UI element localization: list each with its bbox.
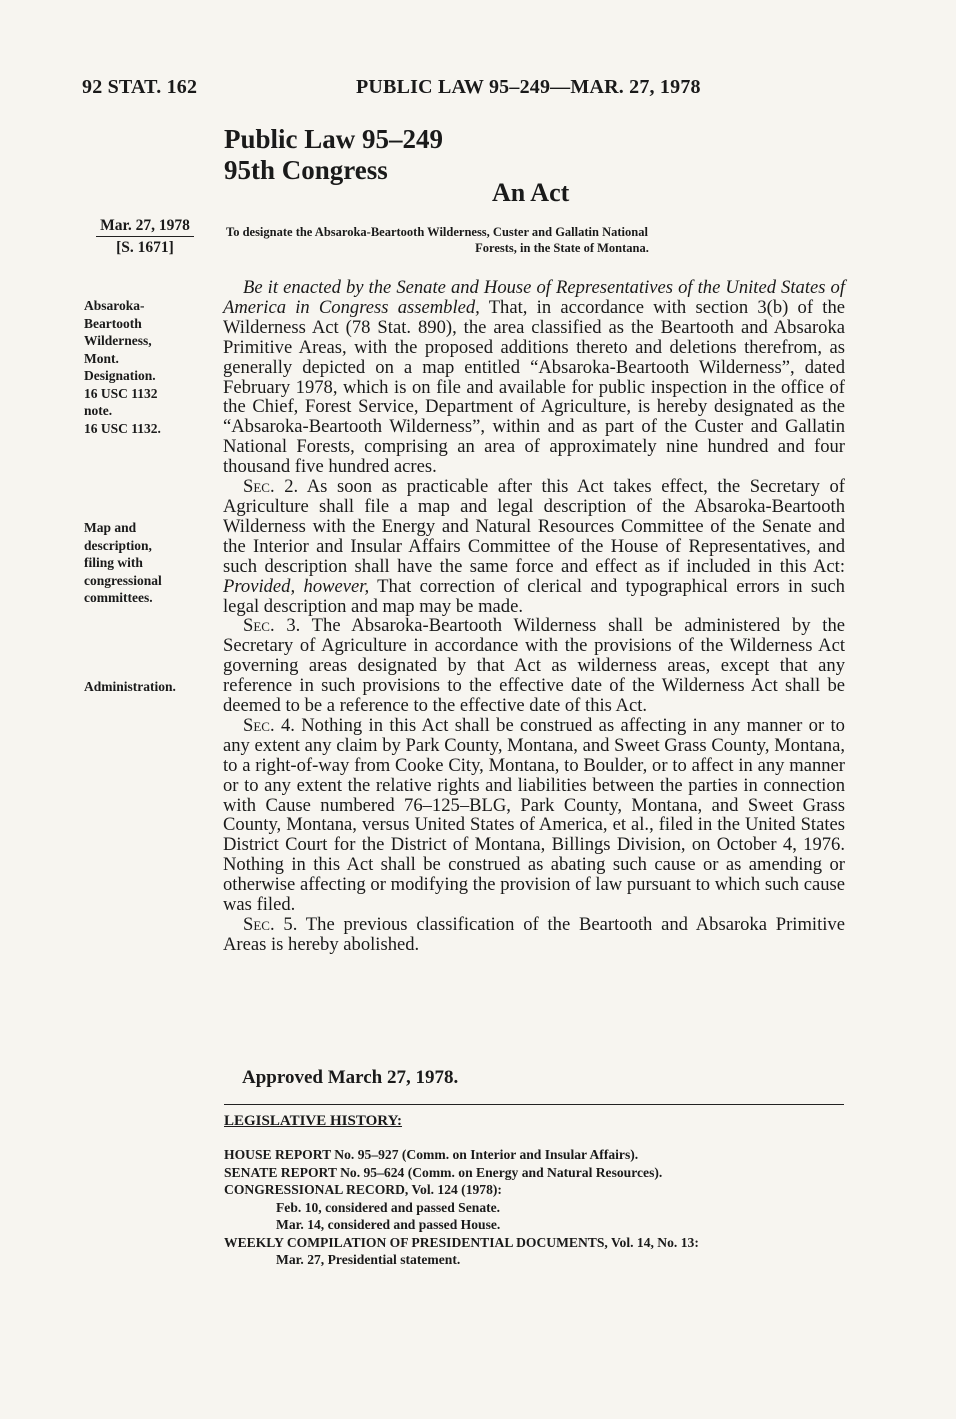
margin-note-line: 16 USC 1132. (84, 420, 161, 436)
bill-number: [S. 1671] (116, 239, 174, 256)
margin-note-line: committees. (84, 590, 153, 605)
margin-note-administration (84, 678, 212, 696)
section-5-text: The previous classification of the Beartooth and Absaroka Primitive Areas is hereby abolished. (223, 914, 845, 955)
section-4-label: Sec. 4. (243, 714, 295, 736)
margin-note-designation (84, 297, 212, 437)
act-label: An Act (492, 178, 570, 207)
act-purpose (226, 224, 848, 256)
weekly-compilation: WEEKLY COMPILATION OF PRESIDENTIAL DOCUMENTS, Vol. 14, No. 13: (224, 1234, 699, 1250)
section-2-label: Sec. 2. (243, 476, 299, 498)
act-body (223, 278, 845, 955)
margin-note-line: Mont. (84, 350, 119, 366)
section-2 (223, 477, 845, 616)
date-block (82, 215, 208, 258)
section-2-proviso: Provided, however, (223, 575, 370, 597)
margin-note-line: Designation. (84, 368, 156, 383)
purpose-line-2: Forests, in the State of Montana. (475, 241, 649, 255)
margin-note-line: Absaroka- (84, 298, 145, 313)
section-5-label: Sec. 5. (243, 914, 298, 935)
section-5 (223, 915, 845, 955)
section-3-text: The Absaroka-Beartooth Wilderness shall be administered by the Secretary of Agriculture in accordance with the provisions of the Wilderness Act governing areas designated by that Act as wilderness areas, except that any reference in such provisions to the effective date of the Wilderness Act shall be deemed to be a reference to the effective date of this Act. (223, 615, 845, 717)
legislative-history (224, 1146, 864, 1269)
margin-note-map (84, 519, 212, 607)
running-title: PUBLIC LAW 95–249—MAR. 27, 1978 (356, 76, 701, 98)
law-number: Public Law 95–249 (224, 124, 444, 154)
enactment-date: Mar. 27, 1978 (96, 215, 194, 237)
house-report: HOUSE REPORT No. 95–927 (Comm. on Interior and Insular Affairs). (224, 1147, 639, 1162)
senate-report: SENATE REPORT No. 95–624 (Comm. on Energy and Natural Resources). (224, 1164, 663, 1180)
congressional-record-entry: Feb. 10, considered and passed Senate. (276, 1199, 501, 1215)
purpose-line-1: To designate the Absaroka-Beartooth Wilderness, Custer and Gallatin National (226, 225, 648, 239)
section-4 (223, 716, 845, 915)
page-reference: 92 STAT. 162 (82, 76, 198, 98)
law-title-block (224, 124, 443, 186)
margin-note-line: filing with (84, 555, 143, 570)
enacting-formula: Be it enacted by the Senate and House of Representatives of the United States of America in Congress assembled, (223, 277, 845, 318)
section-2-text: As soon as practicable after this Act takes effect, the Secretary of Agriculture shall file a map and legal description of the Absaroka-Beartooth Wilderness with the Energy and Natural Resources Committee of the Senate and the Interior and Insular Affairs Committee of the House of Representatives, and such description shall have the same force and effect as if included in this Act: (223, 476, 845, 577)
section-4-text: Nothing in this Act shall be construed as affecting in any manner or to any extent any claim by Park County, Montana, and Sweet Grass County, Montana, to a right-of-way from Cooke City, Montana, to Boulder, or to affect in any manner or to any extent the relative rights and liabilities between the parties in connection with Cause numbered 76–125–BLG, Park County, Montana, and Sweet Grass County, Montana, versus United States of America, et al., filed in the United States District Court for the District of Montana, Billings Division, on October 4, 1976. Nothing in this Act shall be construed as abating such cause or as amending or otherwise affecting or modifying the provision of law pursuant to which such cause was filed. (223, 714, 845, 916)
section-3-label: Sec. 3. (243, 615, 301, 637)
weekly-compilation-entry: Mar. 27, Presidential statement. (276, 1252, 461, 1267)
legislative-history-heading: LEGISLATIVE HISTORY: (224, 1113, 403, 1129)
enacting-clause (223, 278, 845, 477)
congressional-record: CONGRESSIONAL RECORD, Vol. 124 (1978): (224, 1182, 502, 1197)
section-1-text: That, in accordance with section 3(b) of the Wilderness Act (78 Stat. 890), the area classified as the Beartooth and Absaroka Primitive Areas, with the proposed additions thereto and deletions therefrom, as generally depicted on a map entitled “Absaroka-Beartooth Wilderness”, dated February 1978, which is on file and available for public inspection in the office of the Chief, Forest Service, Department of Agriculture, is hereby designated as the “Absaroka-Beartooth Wilderness”, within and as part of the Custer and Gallatin National Forests, comprising an area of approximately nine hundred and four thousand five hundred acres. (223, 296, 845, 478)
margin-note-line: Wilderness, (84, 333, 152, 348)
section-3 (223, 616, 845, 716)
margin-note-line: Map and (84, 520, 137, 535)
congressional-record-entry: Mar. 14, considered and passed House. (276, 1217, 501, 1232)
margin-note-line: congressional (84, 572, 162, 588)
divider (224, 1104, 844, 1105)
margin-note-line: Beartooth (84, 315, 142, 331)
margin-note-line: 16 USC 1132 (84, 385, 158, 401)
margin-note-line: note. (84, 403, 113, 418)
margin-note-line: description, (84, 537, 152, 553)
margin-note-line: Administration. (84, 679, 176, 694)
congress-number: 95th Congress (224, 155, 388, 185)
section-2-end: That correction of clerical and typographical errors in such legal description and map may be made. (223, 575, 845, 617)
approval-date: Approved March 27, 1978. (242, 1067, 459, 1088)
